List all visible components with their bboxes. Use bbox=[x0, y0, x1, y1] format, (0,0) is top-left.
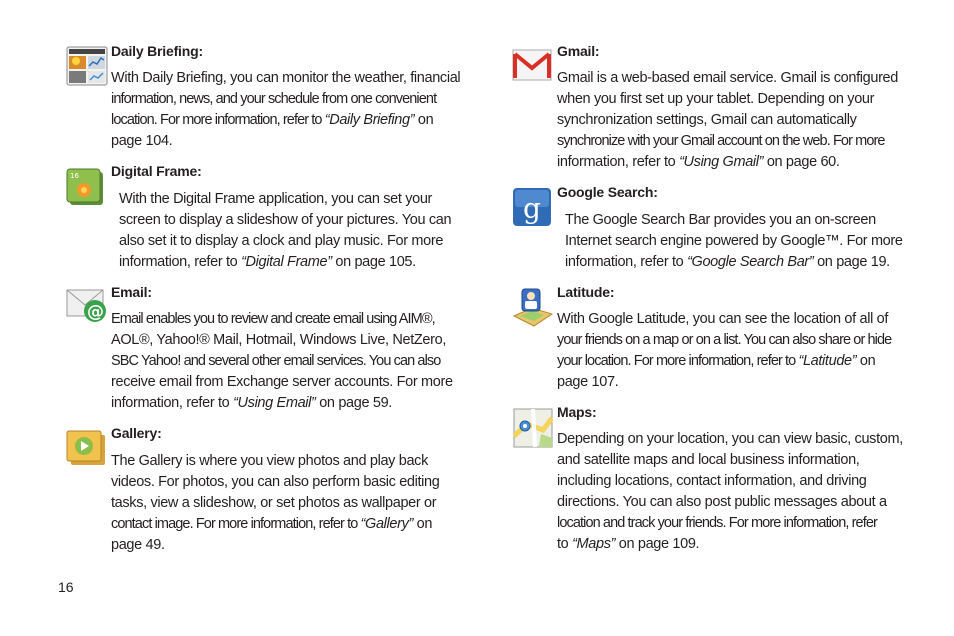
digital-frame-line: also set it to display a clock and play music. For more bbox=[119, 233, 444, 249]
latitude-line: With Google Latitude, you can see the location of all of bbox=[557, 311, 889, 327]
gmail-line: information, refer to bbox=[557, 154, 680, 170]
daily-briefing-icon bbox=[66, 46, 108, 86]
maps-line: including locations, contact information, and driving bbox=[557, 473, 867, 489]
email-line: receive email from Exchange server accounts. For more bbox=[111, 374, 453, 390]
email-icon bbox=[66, 286, 108, 324]
daily-briefing-line: information, news, and your schedule from one convenient bbox=[111, 91, 437, 107]
maps-line: and satellite maps and local business information, bbox=[557, 452, 860, 468]
digital-frame-icon bbox=[66, 168, 104, 206]
daily-briefing-line: With Daily Briefing, you can monitor the weather, financial bbox=[111, 70, 461, 86]
maps-line: location and track your friends. For more information, refer bbox=[557, 515, 877, 531]
latitude-line: your location. For more information, refer to bbox=[557, 353, 799, 369]
daily-briefing-line: location. For more information, refer to bbox=[111, 112, 325, 128]
gmail-title: Gmail bbox=[557, 43, 595, 59]
google-search-icon bbox=[512, 187, 552, 227]
latitude-line: your friends on a map or on a list. You can also share or hide bbox=[557, 332, 892, 348]
gmail-line: synchronize with your Gmail account on the web. For more bbox=[557, 133, 885, 149]
gmail-line: when you first set up your tablet. Depending on your bbox=[557, 91, 875, 107]
maps-title: Maps bbox=[557, 404, 592, 420]
gallery-line: contact image. For more information, refer to bbox=[111, 516, 361, 532]
email-line: SBC Yahoo! and several other email services. You can also bbox=[111, 353, 441, 369]
daily-briefing-title: Daily Briefing bbox=[111, 43, 199, 59]
latitude-reference[interactable]: “Latitude” bbox=[798, 353, 857, 369]
google-search-line: Internet search engine powered by Google™. For more bbox=[565, 233, 903, 249]
latitude-title: Latitude bbox=[557, 284, 610, 300]
email-line: information, refer to bbox=[111, 395, 234, 411]
email-line: AOL®, Yahoo!® Mail, Hotmail, Windows Live, NetZero, bbox=[111, 332, 447, 348]
latitude-icon bbox=[512, 286, 554, 328]
digital-frame-reference[interactable]: “Digital Frame” bbox=[241, 254, 332, 270]
gmail-line: synchronization settings, Gmail can automatically bbox=[557, 112, 857, 128]
maps-icon bbox=[513, 408, 553, 448]
gallery-reference[interactable]: “Gallery” bbox=[360, 516, 413, 532]
gallery-title: Gallery bbox=[111, 425, 158, 441]
gallery-line: tasks, view a slideshow, or set photos as wallpaper or bbox=[111, 495, 437, 511]
digital-frame-line: information, refer to bbox=[119, 254, 242, 270]
google-search-line: information, refer to bbox=[565, 254, 688, 270]
digital-frame-line: screen to display a slideshow of your pictures. You can bbox=[119, 212, 452, 228]
maps-reference[interactable]: “Maps” bbox=[572, 536, 616, 552]
google-search-reference[interactable]: “Google Search Bar” bbox=[687, 254, 814, 270]
svg-text:16: 16 bbox=[70, 172, 79, 180]
svg-text:g: g bbox=[523, 192, 541, 225]
gallery-icon bbox=[66, 430, 106, 468]
gmail-reference[interactable]: “Using Gmail” bbox=[679, 154, 764, 170]
google-search-title: Google Search bbox=[557, 184, 654, 200]
page-number: 16 bbox=[58, 579, 74, 595]
gmail-line: Gmail is a web-based email service. Gmail is configured bbox=[557, 70, 898, 86]
daily-briefing-line: page 104. bbox=[111, 133, 173, 149]
latitude-line: page 107. bbox=[557, 374, 619, 390]
google-search-line: The Google Search Bar provides you an on-screen bbox=[565, 212, 876, 228]
maps-line: Depending on your location, you can view basic, custom, bbox=[557, 431, 903, 447]
maps-line: directions. You can also post public messages about a bbox=[557, 494, 887, 510]
gallery-line: The Gallery is where you view photos and play back bbox=[111, 453, 428, 469]
daily-briefing-reference[interactable]: “Daily Briefing” bbox=[324, 112, 415, 128]
digital-frame-title: Digital Frame bbox=[111, 163, 198, 179]
email-line: Email enables you to review and create email using AIM®, bbox=[111, 311, 435, 327]
gmail-icon bbox=[512, 46, 552, 84]
gallery-line: videos. For photos, you can also perform basic editing bbox=[111, 474, 440, 490]
maps-line: to bbox=[557, 536, 573, 552]
svg-text:@: @ bbox=[87, 302, 104, 322]
email-reference[interactable]: “Using Email” bbox=[233, 395, 316, 411]
email-title: Email bbox=[111, 284, 148, 300]
gallery-line: page 49. bbox=[111, 537, 165, 553]
digital-frame-line: With the Digital Frame application, you can set your bbox=[119, 191, 433, 207]
